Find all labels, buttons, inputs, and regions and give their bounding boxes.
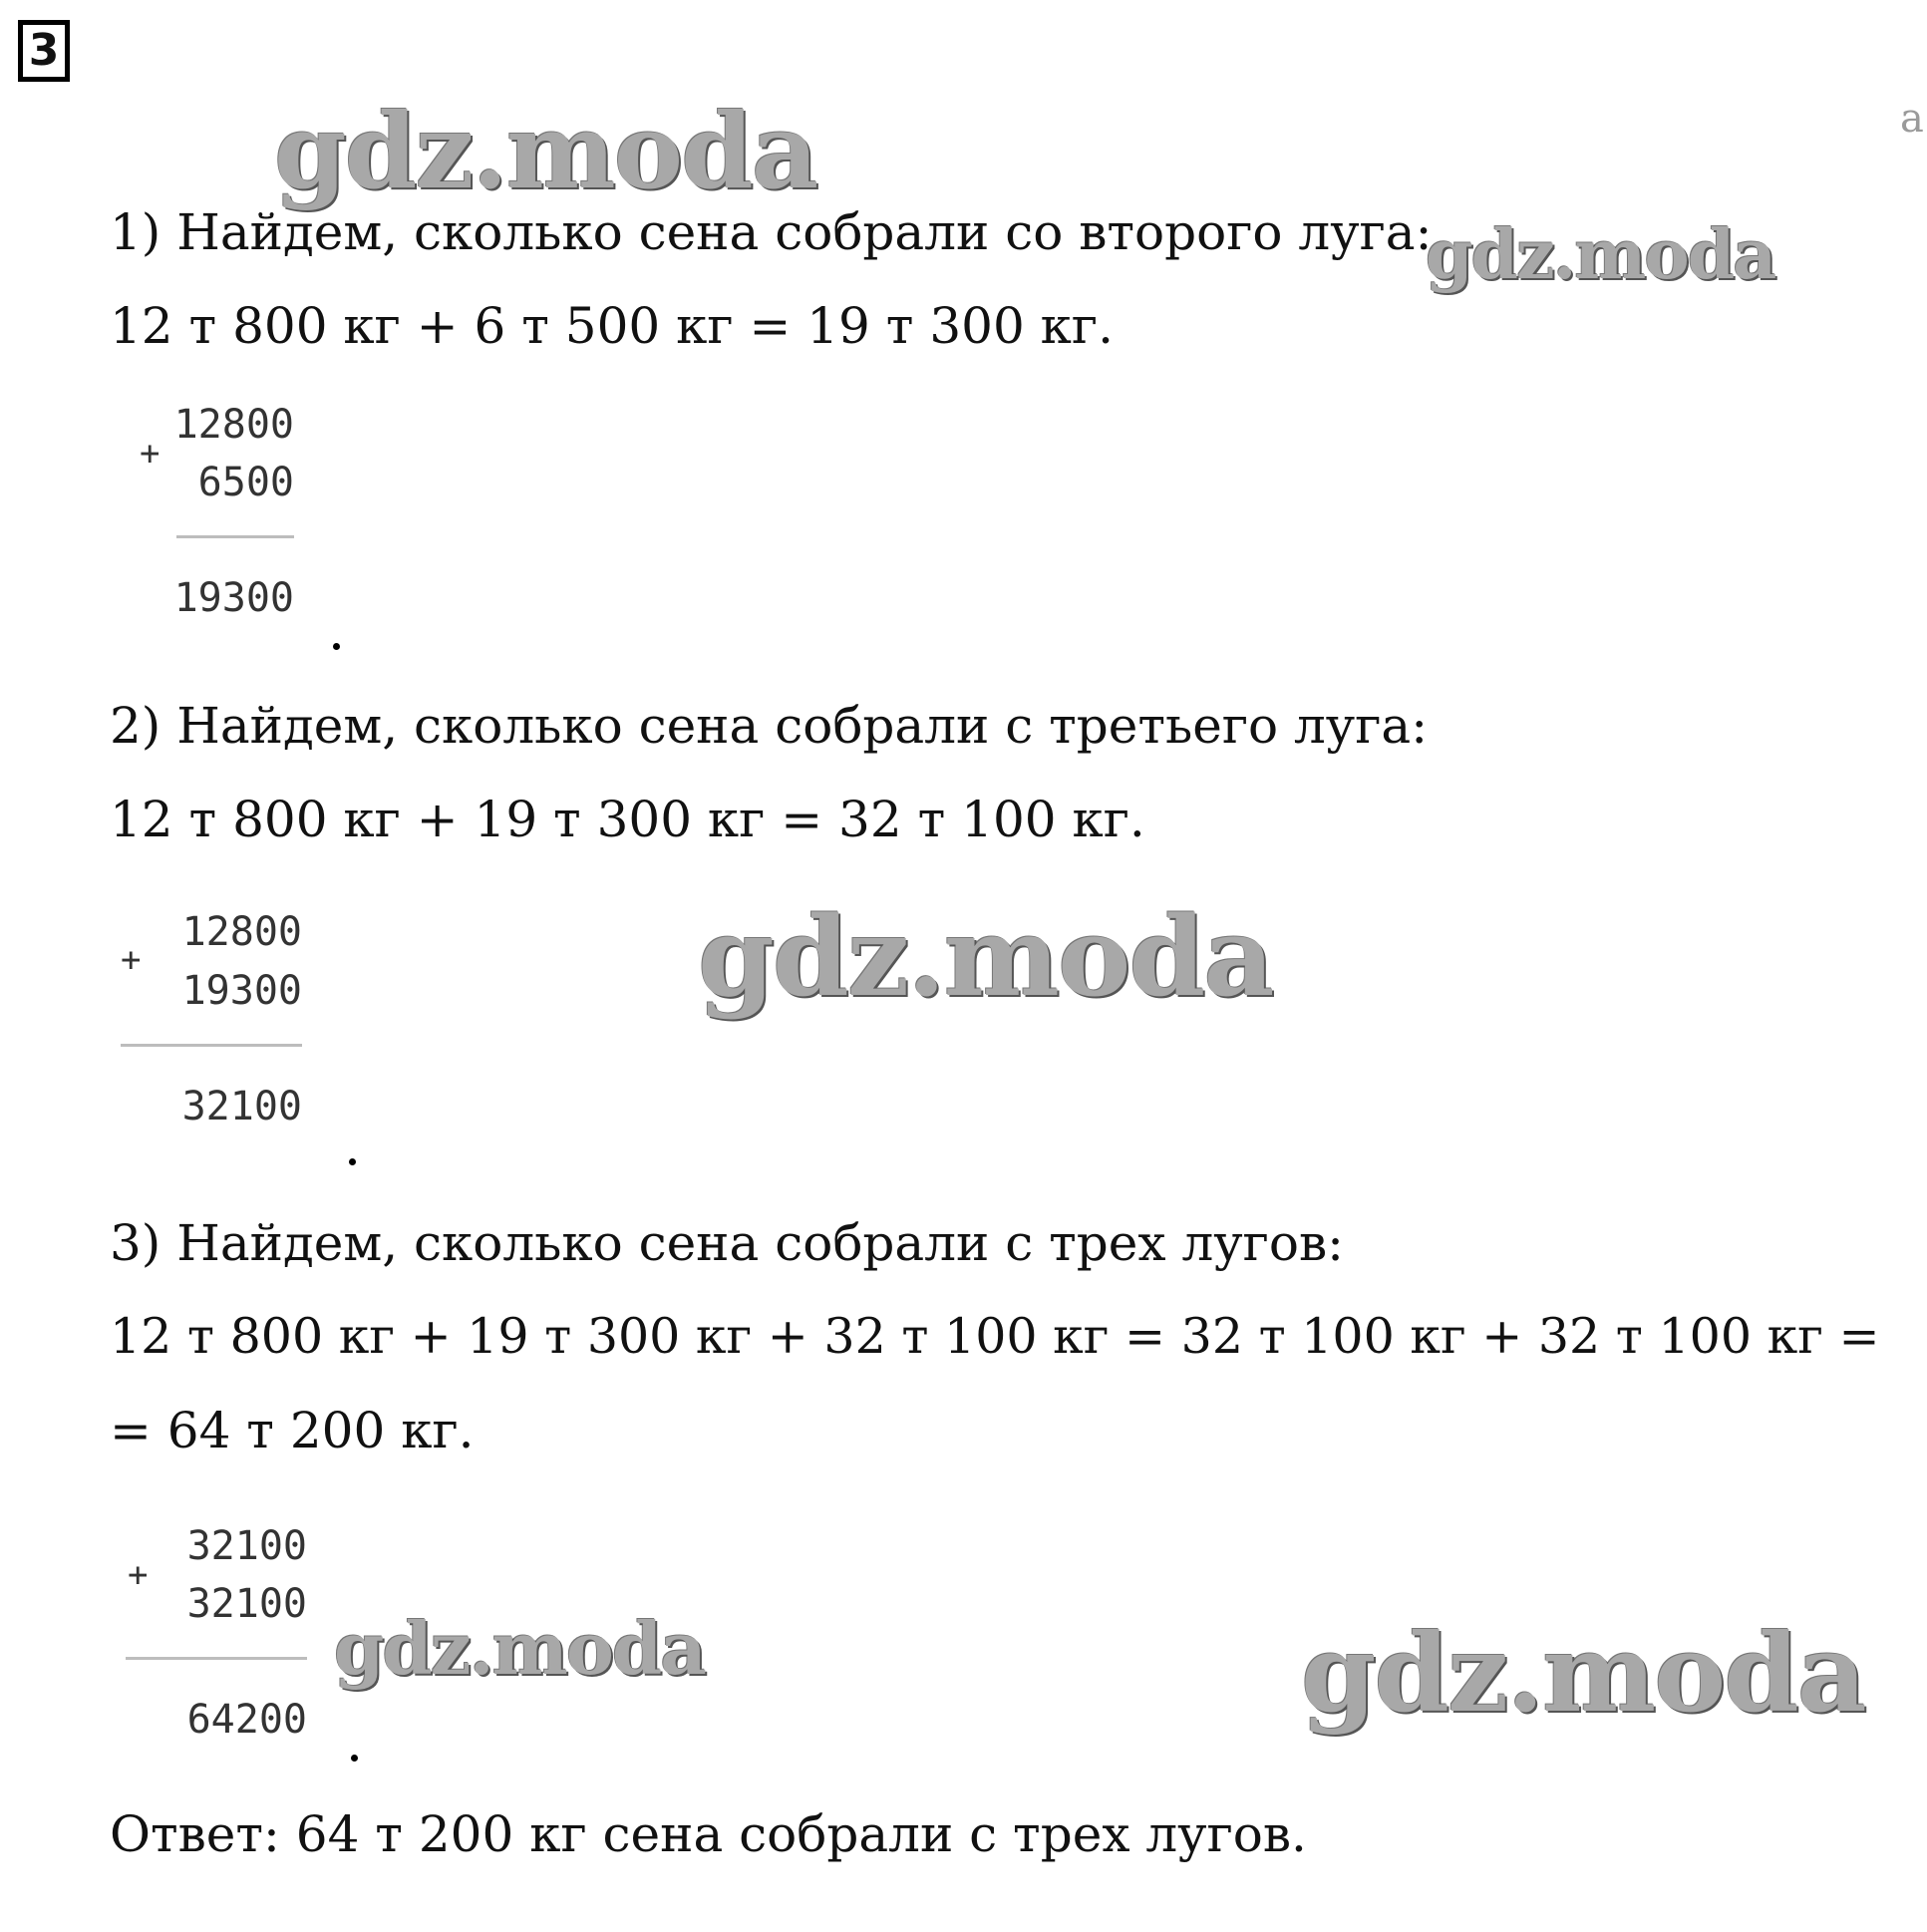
step2-heading: 2) Найдем, сколько сена собрали с третьего луга: (110, 697, 1429, 755)
plus-sign: + (121, 940, 142, 980)
operand-1: 12800 (181, 909, 302, 955)
operand-2: 32100 (186, 1581, 307, 1627)
watermark: gdz.moda (1426, 215, 1775, 295)
operand-2: 6500 (197, 460, 294, 505)
watermark: gdz.moda (1301, 1611, 1865, 1737)
period (349, 1158, 356, 1165)
result: 64200 (186, 1697, 307, 1743)
watermark: gdz.moda (698, 892, 1273, 1021)
operand-1: 32100 (186, 1523, 307, 1569)
period (351, 1755, 358, 1762)
result: 19300 (173, 575, 294, 621)
step2-expression: 12 т 800 кг + 19 т 300 кг = 32 т 100 кг. (110, 791, 1145, 848)
result: 32100 (181, 1084, 302, 1129)
sum-line (121, 1044, 302, 1047)
step3-expression-line2: = 64 т 200 кг. (110, 1402, 475, 1459)
plus-sign: + (140, 434, 161, 474)
plus-sign: + (128, 1555, 149, 1595)
step1-column-addition (130, 399, 294, 623)
step3-column-addition (120, 1520, 307, 1745)
watermark: gdz.moda (274, 90, 817, 212)
step1-expression: 12 т 800 кг + 6 т 500 кг = 19 т 300 кг. (110, 297, 1114, 355)
step1-heading: 1) Найдем, сколько сена собрали со второго луга: (110, 203, 1433, 261)
task-number-badge: 3 (18, 20, 70, 82)
operand-2: 19300 (181, 968, 302, 1014)
operand-1: 12800 (173, 402, 294, 448)
step2-column-addition (115, 907, 302, 1131)
step3-expression-line1: 12 т 800 кг + 19 т 300 кг + 32 т 100 кг = 32 т 100 кг + 32 т 100 кг = (110, 1308, 1880, 1365)
edge-mark: a (1900, 96, 1924, 142)
watermark: gdz.moda (334, 1606, 705, 1691)
sum-line (126, 1657, 307, 1660)
answer: Ответ: 64 т 200 кг сена собрали с трех лугов. (110, 1805, 1307, 1863)
sum-line (176, 535, 294, 538)
step3-heading: 3) Найдем, сколько сена собрали с трех лугов: (110, 1214, 1344, 1272)
period (333, 643, 340, 650)
